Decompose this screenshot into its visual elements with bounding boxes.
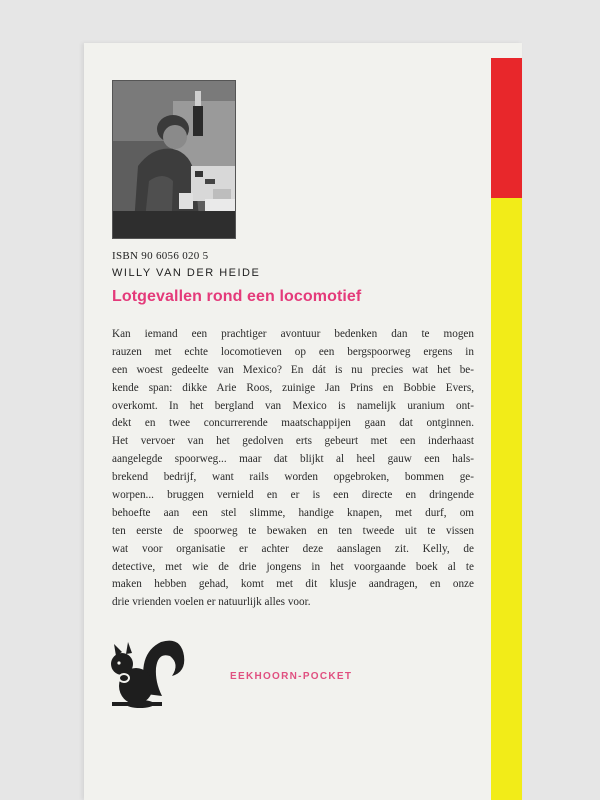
- blurb-line: kende span: dikke Arie Roos, zuinige Jan Prins en Bobbie Evers,: [112, 381, 474, 394]
- blurb-line: Kan iemand een prachtiger avontuur bedenken dan te mogen: [112, 328, 474, 340]
- blurb-line: rauzen met echte locomotieven op een bergspoorweg ergens in: [112, 345, 474, 358]
- blurb-line: ten eerste de spoorweg te bewaken en ten tweede uit te vissen: [112, 524, 474, 537]
- blurb-line: maken hebben gehad, komt met dit klusje aandragen, en onze: [112, 578, 474, 591]
- blurb-line: een woest gedeelte van Mexico? En dát is nu precies wat het be-: [112, 363, 474, 376]
- author-photo: [112, 80, 236, 239]
- blurb-line: detective, met wie de drie jongens in het voorgaande boek al te: [112, 560, 474, 573]
- author-name: WILLY VAN DER HEIDE: [112, 267, 261, 279]
- blurb-line: wat voor organisatie er achter deze aanslagen zit. Kelly, de: [112, 542, 474, 555]
- blurb-line: brekend bedrijf, want rails worden opgebroken, bommen ge-: [112, 471, 474, 484]
- blurb-line: worpen... bruggen vernield en er is een directe en dringende: [112, 489, 474, 502]
- spine-red-stripe: [491, 58, 522, 198]
- isbn: ISBN 90 6056 020 5: [112, 250, 209, 262]
- blurb-line: Het vervoer van het gedolven erts gebeurt met een inderhaast: [112, 435, 474, 448]
- spine-yellow-stripe: [491, 198, 522, 800]
- blurb: [112, 326, 474, 612]
- book-title: Lotgevallen rond een locomotief: [112, 288, 362, 305]
- blurb-line: behoefte aan een stel slimme, handige knapen, met durf, om: [112, 506, 474, 519]
- publisher-name: EEKHOORN-POCKET: [230, 671, 353, 682]
- blurb-line: dekt en twee concurrerende maatschappijen gaan dat ontginnen.: [112, 417, 474, 430]
- blurb-line: overkomt. In het bergland van Mexico is namelijk uranium ont-: [112, 399, 474, 412]
- blurb-line: aangelegde spoorweg... maar dat blijkt al heel gauw een hals-: [112, 453, 474, 466]
- blurb-line: drie vrienden voelen er natuurlijk alles voor.: [112, 596, 311, 609]
- squirrel-logo-icon: [106, 634, 186, 712]
